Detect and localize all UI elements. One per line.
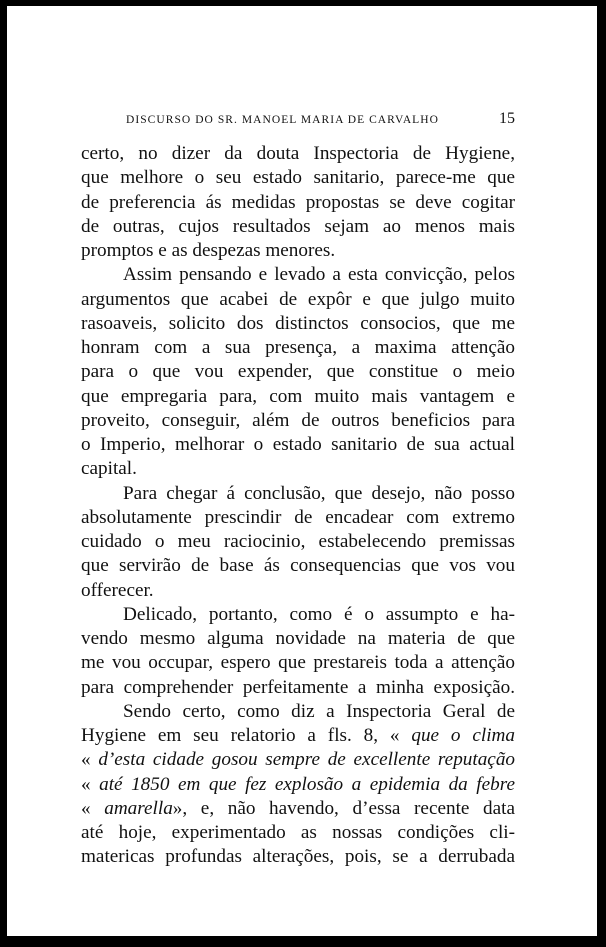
header-title: DISCURSO DO SR. MANOEL MARIA DE CARVALHO bbox=[126, 114, 439, 126]
text-run: », e, não havendo, d’essa recente data bbox=[172, 797, 515, 819]
quote-mark: « bbox=[81, 797, 91, 819]
text-line: para o que vou expender, que constitue o meio bbox=[81, 361, 515, 383]
text-line: rasoaveis, solicito dos distinctos consocios, que me bbox=[81, 312, 515, 334]
text-line bbox=[81, 773, 515, 797]
text-line: Assim pensando e levado a esta convicção, pelos bbox=[123, 264, 515, 286]
text-line: o Imperio, melhorar o estado sanitario de sua actual bbox=[81, 434, 515, 455]
text-line: matericas profundas alterações, pois, se a derrubada bbox=[81, 846, 515, 868]
text-line: proveito, conseguir, além de outros beneficios para bbox=[81, 409, 515, 431]
body-text bbox=[81, 142, 515, 870]
running-header bbox=[126, 110, 515, 130]
text-line: para comprehender perfeitamente a minha exposição. bbox=[81, 676, 515, 698]
text-line: de outras, cujos resultados sejam ao menos mais bbox=[81, 215, 515, 237]
text-line bbox=[81, 724, 515, 748]
text-line: Delicado, portanto, como é o assumpto e ha- bbox=[123, 603, 515, 625]
text-line: certo, no dizer da douta Inspectoria de Hygiene, bbox=[81, 143, 515, 164]
quote-text: que o clima bbox=[411, 725, 515, 746]
text-line bbox=[81, 797, 515, 821]
text-line: argumentos que acabei de expôr e que julgo muito bbox=[81, 288, 515, 310]
text-line bbox=[81, 748, 515, 772]
quote-text: amarella bbox=[104, 797, 173, 819]
quote-mark: « bbox=[81, 749, 91, 771]
text-line: capital. bbox=[81, 458, 137, 480]
text-line: honram com a sua presença, a maxima attenção bbox=[81, 337, 515, 358]
quote-text: até 1850 em que fez explosão a epidemia da febre bbox=[99, 773, 515, 795]
text-line: absolutamente prescindir de encadear com extremo bbox=[81, 506, 515, 528]
text-line: me vou occupar, espero que prestareis toda a attenção bbox=[81, 652, 515, 674]
text-line: Sendo certo, como diz a Inspectoria Geral de bbox=[123, 700, 515, 722]
text-line: offerecer. bbox=[81, 579, 154, 601]
text-run: Hygiene em seu relatorio a fls. 8, bbox=[81, 725, 379, 746]
text-line: de preferencia ás medidas propostas se deve cogitar bbox=[81, 191, 515, 213]
page-number: 15 bbox=[499, 110, 515, 127]
text-line: que melhore o seu estado sanitario, parece-me que bbox=[81, 167, 515, 189]
text-line: cuidado o meu raciocinio, estabelecendo premissas bbox=[81, 531, 515, 552]
text-line: que servirão de base ás consequencias que vos vou bbox=[81, 555, 515, 577]
text-line: que empregaria para, com muito mais vantagem e bbox=[81, 385, 515, 407]
quote-mark: « bbox=[81, 773, 91, 795]
text-line: Para chegar á conclusão, que desejo, não posso bbox=[123, 482, 515, 504]
text-line: vendo mesmo alguma novidade na materia de que bbox=[81, 628, 515, 649]
quote-mark: « bbox=[389, 725, 400, 746]
text-line: até hoje, experimentado as nossas condições cli- bbox=[81, 822, 515, 843]
quote-text: d’esta cidade gosou sempre de excellente reputação bbox=[98, 749, 516, 771]
text-line: promptos e as despezas menores. bbox=[81, 240, 336, 261]
